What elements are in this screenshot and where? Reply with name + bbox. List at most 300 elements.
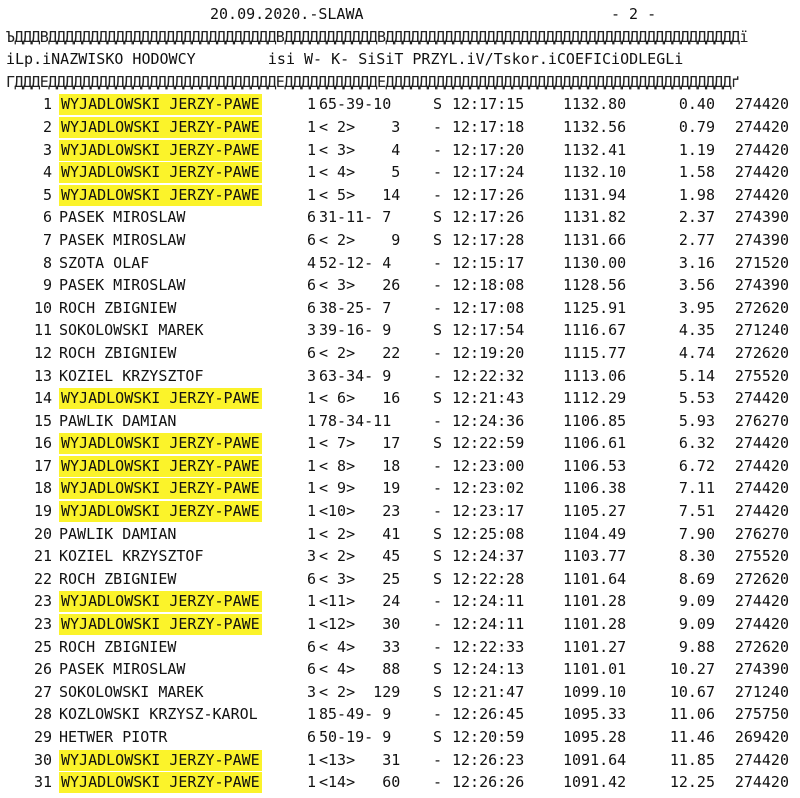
arrival-time: 12:17:18 [452,117,525,136]
series-value: 85-49- 9 [319,705,392,724]
breeder-name-cell [59,252,149,275]
arrival-time: 12:24:13 [452,660,525,679]
row-number: 23 [33,615,52,634]
arrival-time: 12:15:17 [452,253,525,272]
flag-value: - [433,615,443,634]
isi-value: 6 [307,343,317,362]
distance-value: 271520 [734,253,789,272]
breeder-name-cell [59,274,185,297]
arrival-time: 12:24:37 [452,547,525,566]
distance-value: 274420 [734,592,789,611]
flag-value: - [433,705,443,724]
distance-value: 276270 [734,411,789,430]
frame-top-border: ЪДДДВДДДДДДДДДДДДДДДДДДДДДДДДДДДВДДДДДДДДДДДВДДДДДДДДДДДДДДДДДДДДДДДДДДДДДДДДДДДДДДДДДДї [6,27,748,46]
table-row [6,387,796,410]
flag-value: - [433,253,443,272]
breeder-name: WYJADLOWSKI JERZY-PAWE [61,615,260,634]
speed-value: 1131.94 [563,185,627,204]
arrival-time: 12:22:28 [452,569,525,588]
coefficient-value: 4.74 [678,343,715,362]
isi-value: 6 [307,660,317,679]
distance-value: 274390 [734,660,789,679]
table-row [6,139,796,162]
speed-value: 1091.64 [563,750,627,769]
flag-value: - [433,502,443,521]
speed-value: 1132.41 [563,140,627,159]
isi-value: 1 [307,434,317,453]
row-number: 27 [33,682,52,701]
coefficient-value: 6.32 [678,434,715,453]
flag-value: S [433,389,443,408]
coefficient-value: 5.93 [678,411,715,430]
speed-value: 1106.53 [563,456,627,475]
distance-value: 274420 [734,615,789,634]
table-row [6,749,796,772]
breeder-name-cell [59,523,176,546]
isi-value: 6 [307,208,317,227]
isi-value: 3 [307,682,317,701]
arrival-time: 12:21:47 [452,682,525,701]
table-row [6,342,796,365]
breeder-name: WYJADLOWSKI JERZY-PAWE [61,163,260,182]
distance-value: 274420 [734,117,789,136]
breeder-name: KOZIEL KRZYSZTOF [59,547,204,566]
table-row [6,545,796,568]
table-row [6,568,796,591]
breeder-name-cell [59,658,185,681]
series-value: <12> 30 [319,615,401,634]
coefficient-value: 1.58 [678,163,715,182]
breeder-name-cell [59,387,262,410]
breeder-name-cell [59,771,262,794]
row-number: 15 [33,411,52,430]
isi-value: 1 [307,592,317,611]
table-row [6,477,796,500]
row-number: 29 [33,728,52,746]
speed-value: 1095.33 [563,705,627,724]
speed-value: 1116.67 [563,321,627,340]
breeder-name: ROCH ZBIGNIEW [59,569,177,588]
distance-value: 276270 [734,524,789,543]
distance-value: 275750 [734,705,789,724]
series-value: < 3> 26 [319,276,401,295]
isi-value: 1 [307,750,317,769]
speed-value: 1103.77 [563,547,627,566]
row-number: 22 [33,569,52,588]
distance-value: 274390 [734,276,789,295]
series-value: < 2> 45 [319,547,401,566]
breeder-name: PASEK MIROSLAW [59,230,186,249]
speed-value: 1101.27 [563,637,627,656]
breeder-name: WYJADLOWSKI JERZY-PAWE [61,479,260,498]
series-value: < 2> 129 [319,682,401,701]
isi-value: 3 [307,321,317,340]
coefficient-value: 12.25 [669,773,715,792]
speed-value: 1101.64 [563,569,627,588]
row-number: 23 [33,592,52,611]
coefficient-value: 7.51 [678,502,715,521]
arrival-time: 12:26:45 [452,705,525,724]
isi-value: 3 [307,366,317,385]
breeder-name-cell [59,161,262,184]
arrival-time: 12:23:00 [452,456,525,475]
coefficient-value: 11.85 [669,750,715,769]
row-number: 8 [42,253,52,272]
table-row [6,455,796,478]
row-number: 5 [42,185,52,204]
coefficient-value: 11.06 [669,705,715,724]
isi-value: 1 [307,411,317,430]
flag-value: - [433,479,443,498]
row-number: 28 [33,705,52,724]
distance-value: 275520 [734,366,789,385]
coefficient-value: 1.98 [678,185,715,204]
speed-value: 1106.61 [563,434,627,453]
speed-value: 1132.80 [563,95,627,114]
arrival-time: 12:17:08 [452,298,525,317]
flag-value: S [433,569,443,588]
coefficient-value: 2.37 [678,208,715,227]
arrival-time: 12:24:11 [452,615,525,634]
speed-value: 1101.28 [563,592,627,611]
arrival-time: 12:20:59 [452,728,525,746]
breeder-name: WYJADLOWSKI JERZY-PAWE [61,434,260,453]
distance-value: 274420 [734,456,789,475]
flag-value: S [433,95,443,114]
coefficient-value: 7.90 [678,524,715,543]
breeder-name: WYJADLOWSKI JERZY-PAWE [61,140,260,159]
distance-value: 274390 [734,208,789,227]
flag-value: - [433,117,443,136]
isi-value: 1 [307,615,317,634]
flag-value: S [433,728,443,746]
distance-value: 274420 [734,185,789,204]
speed-value: 1112.29 [563,389,627,408]
table-row [6,636,796,659]
distance-value: 272620 [734,343,789,362]
breeder-name-cell [59,703,258,726]
frame-top [6,26,796,49]
flag-value: - [433,456,443,475]
series-value: <11> 24 [319,592,401,611]
breeder-name: WYJADLOWSKI JERZY-PAWE [61,456,260,475]
series-value: < 7> 17 [319,434,401,453]
speed-value: 1091.42 [563,773,627,792]
breeder-name-cell [59,410,176,433]
isi-value: 1 [307,185,317,204]
arrival-time: 12:21:43 [452,389,525,408]
coefficient-value: 0.40 [678,95,715,114]
isi-value: 1 [307,479,317,498]
table-row [6,771,796,794]
breeder-name-cell [59,455,262,478]
row-number: 16 [33,434,52,453]
breeder-name: PAWLIK DAMIAN [59,411,177,430]
isi-value: 1 [307,95,317,114]
breeder-name-cell [59,500,262,523]
distance-value: 274420 [734,140,789,159]
isi-value: 1 [307,163,317,182]
series-value: <13> 31 [319,750,401,769]
row-number: 13 [33,366,52,385]
distance-value: 274420 [734,750,789,769]
speed-value: 1095.28 [563,728,627,746]
table-row [6,681,796,704]
flag-value: S [433,682,443,701]
series-value: 63-34- 9 [319,366,392,385]
table-row [6,613,796,636]
series-value: < 3> 25 [319,569,401,588]
table-row [6,726,796,749]
breeder-name-cell [59,568,176,591]
row-number: 31 [33,773,52,792]
speed-value: 1113.06 [563,366,627,385]
table-row [6,590,796,613]
arrival-time: 12:19:20 [452,343,525,362]
breeder-name-cell [59,477,262,500]
table-row [6,252,796,275]
speed-value: 1106.38 [563,479,627,498]
distance-value: 271240 [734,682,789,701]
coefficient-value: 3.56 [678,276,715,295]
breeder-name-cell [59,93,262,116]
arrival-time: 12:26:26 [452,773,525,792]
breeder-name: ROCH ZBIGNIEW [59,637,177,656]
arrival-time: 12:23:17 [452,502,525,521]
arrival-time: 12:17:54 [452,321,525,340]
distance-value: 272620 [734,298,789,317]
flag-value: - [433,592,443,611]
table-row [6,703,796,726]
breeder-name: WYJADLOWSKI JERZY-PAWE [61,750,260,769]
coefficient-value: 7.11 [678,479,715,498]
breeder-name-cell [59,184,262,207]
isi-value: 1 [307,389,317,408]
arrival-time: 12:18:08 [452,276,525,295]
distance-value: 269420 [734,728,789,746]
breeder-name: ROCH ZBIGNIEW [59,343,177,362]
speed-value: 1132.10 [563,163,627,182]
breeder-name: WYJADLOWSKI JERZY-PAWE [61,95,260,114]
breeder-name-cell [59,229,185,252]
page-header [6,3,796,26]
table-row [6,184,796,207]
arrival-time: 12:26:23 [452,750,525,769]
distance-value: 274420 [734,479,789,498]
table-row [6,229,796,252]
series-value: <10> 23 [319,502,401,521]
flag-value: - [433,276,443,295]
arrival-time: 12:17:15 [452,95,525,114]
arrival-time: 12:22:33 [452,637,525,656]
isi-value: 1 [307,773,317,792]
breeder-name: WYJADLOWSKI JERZY-PAWE [61,185,260,204]
series-value: < 6> 16 [319,389,401,408]
series-value: 52-12- 4 [319,253,392,272]
flag-value: S [433,321,443,340]
table-row [6,93,796,116]
coefficient-value: 9.09 [678,592,715,611]
isi-value: 6 [307,230,317,249]
flag-value: - [433,637,443,656]
coefficient-value: 2.77 [678,230,715,249]
flag-value: S [433,524,443,543]
series-value: < 2> 9 [319,230,401,249]
speed-value: 1115.77 [563,343,627,362]
breeder-name: SOKOLOWSKI MAREK [59,682,204,701]
isi-value: 6 [307,637,317,656]
row-number: 30 [33,750,52,769]
coefficient-value: 10.27 [669,660,715,679]
row-number: 4 [42,163,52,182]
series-value: < 8> 18 [319,456,401,475]
breeder-name: SZOTA OLAF [59,253,150,272]
flag-value: - [433,185,443,204]
isi-value: 6 [307,728,317,746]
distance-value: 274420 [734,389,789,408]
arrival-time: 12:22:59 [452,434,525,453]
series-value: 39-16- 9 [319,321,392,340]
breeder-name: SOKOLOWSKI MAREK [59,321,204,340]
series-value: 78-34-11 [319,411,392,430]
breeder-name: WYJADLOWSKI JERZY-PAWE [61,389,260,408]
distance-value: 272620 [734,637,789,656]
coefficient-value: 5.53 [678,389,715,408]
flag-value: - [433,298,443,317]
series-value: 38-25- 7 [319,298,392,317]
table-row [6,116,796,139]
table-row [6,365,796,388]
speed-value: 1131.82 [563,208,627,227]
isi-value: 1 [307,502,317,521]
results-table [6,93,796,793]
coefficient-value: 8.30 [678,547,715,566]
isi-value: 6 [307,298,317,317]
arrival-time: 12:23:02 [452,479,525,498]
breeder-name: PAWLIK DAMIAN [59,524,177,543]
frame-separator [6,71,796,94]
coefficient-value: 8.69 [678,569,715,588]
breeder-name: PASEK MIROSLAW [59,208,186,227]
series-value: < 5> 14 [319,185,401,204]
speed-value: 1132.56 [563,117,627,136]
row-number: 6 [42,208,52,227]
breeder-name-cell [59,681,204,704]
isi-value: 4 [307,253,317,272]
flag-value: - [433,343,443,362]
breeder-name: PASEK MIROSLAW [59,276,186,295]
breeder-name-cell [59,342,176,365]
distance-value: 274390 [734,230,789,249]
flag-value: S [433,434,443,453]
speed-value: 1099.10 [563,682,627,701]
isi-value: 1 [307,524,317,543]
speed-value: 1101.01 [563,660,627,679]
table-row [6,658,796,681]
table-row [6,319,796,342]
series-value: 65-39-10 [319,95,392,114]
breeder-name-cell [59,206,185,229]
row-number: 3 [42,140,52,159]
results-document [6,3,796,794]
row-number: 20 [33,524,52,543]
breeder-name: ROCH ZBIGNIEW [59,298,177,317]
isi-value: 1 [307,140,317,159]
row-number: 9 [42,276,52,295]
speed-value: 1125.91 [563,298,627,317]
table-row [6,206,796,229]
coefficient-value: 11.46 [669,728,715,746]
isi-value: 6 [307,276,317,295]
row-number: 26 [33,660,52,679]
table-row [6,523,796,546]
breeder-name: KOZIEL KRZYSZTOF [59,366,204,385]
arrival-time: 12:17:28 [452,230,525,249]
speed-value: 1106.85 [563,411,627,430]
series-value: < 9> 19 [319,479,401,498]
series-value: <14> 60 [319,773,401,792]
series-value: < 2> 22 [319,343,401,362]
row-number: 14 [33,389,52,408]
series-value: 31-11- 7 [319,208,392,227]
table-row [6,500,796,523]
series-value: < 4> 88 [319,660,401,679]
breeder-name-cell [59,116,262,139]
distance-value: 272620 [734,569,789,588]
table-row [6,410,796,433]
table-row [6,432,796,455]
table-row [6,274,796,297]
arrival-time: 12:25:08 [452,524,525,543]
breeder-name-cell [59,590,262,613]
flag-value: - [433,411,443,430]
row-number: 18 [33,479,52,498]
isi-value: 1 [307,705,317,724]
coefficient-value: 9.88 [678,637,715,656]
frame-separator-border: ГДДДЕДДДДДДДДДДДДДДДДДДДДДДДДДДДЕДДДДДДДДДДДЕДДДДДДДДДДДДДДДДДДДДДДДДДДДДДДДДДДДДДДДДДґ [6,72,740,91]
series-value: < 4> 33 [319,637,401,656]
speed-value: 1128.56 [563,276,627,295]
breeder-name: WYJADLOWSKI JERZY-PAWE [61,592,260,611]
breeder-name: KOZLOWSKI KRZYSZ-KAROL [59,705,258,724]
breeder-name-cell [59,432,262,455]
distance-value: 274420 [734,502,789,521]
breeder-name-cell [59,139,262,162]
row-number: 25 [33,637,52,656]
speed-value: 1104.49 [563,524,627,543]
distance-value: 274420 [734,773,789,792]
arrival-time: 12:24:11 [452,592,525,611]
breeder-name: WYJADLOWSKI JERZY-PAWE [61,502,260,521]
series-value: < 3> 4 [319,140,401,159]
row-number: 11 [33,321,52,340]
table-row [6,297,796,320]
breeder-name-cell [59,319,204,342]
row-number: 7 [42,230,52,249]
arrival-time: 12:17:24 [452,163,525,182]
breeder-name: PASEK MIROSLAW [59,660,186,679]
breeder-name-cell [59,613,262,636]
table-row [6,161,796,184]
row-number: 17 [33,456,52,475]
arrival-time: 12:24:36 [452,411,525,430]
row-number: 10 [33,298,52,317]
isi-value: 1 [307,117,317,136]
row-number: 1 [42,95,52,114]
speed-value: 1101.28 [563,615,627,634]
distance-value: 271240 [734,321,789,340]
series-value: < 4> 5 [319,163,401,182]
